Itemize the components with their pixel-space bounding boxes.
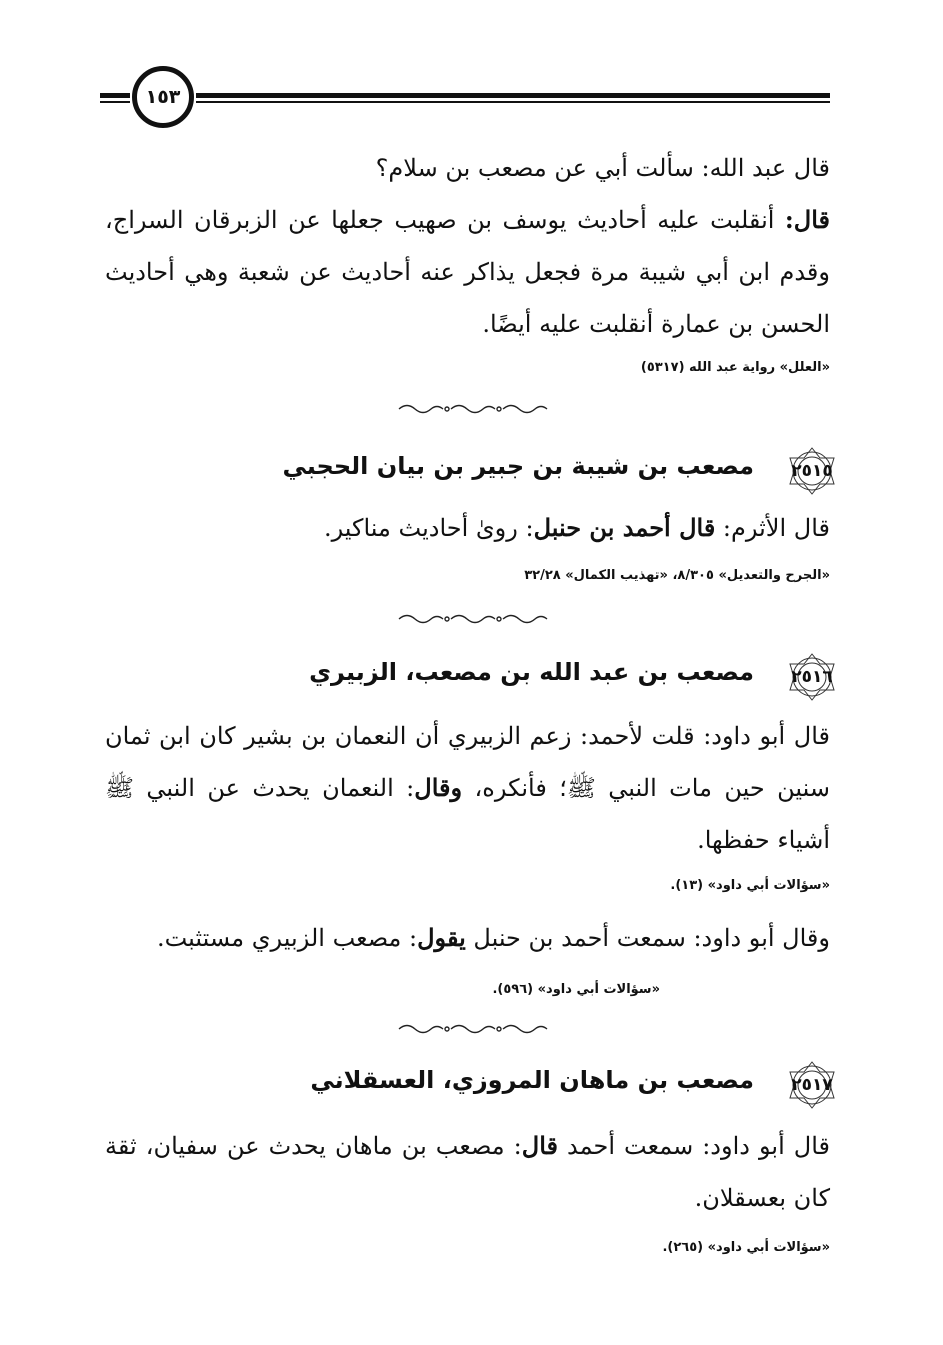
- entry-paragraph: [105, 1120, 830, 1224]
- entry-text: : روىٰ أحاديث مناكير.: [323, 514, 534, 542]
- section-divider-ornament: [395, 402, 555, 416]
- header-rule-thin: [196, 101, 830, 103]
- entry-source-text: «سؤالات أبي داود» (٥٩٦).: [492, 982, 660, 997]
- entry-title: مصعب بن عبد الله بن مصعب، الزبيري: [309, 658, 754, 686]
- entry-source-text: «سؤالات أبي داود» (١٣).: [670, 878, 830, 893]
- entry-source-text: «الجرح والتعديل» ٨/٣٠٥، «تهذيب الكمال» ٣٢/٢٨: [524, 568, 830, 583]
- entry-text: قال أبو داود: سمعت أحمد: [557, 1132, 831, 1160]
- entry-source: [100, 982, 660, 997]
- entry-paragraph: [105, 912, 830, 964]
- intro-question: [105, 142, 830, 194]
- entry-text: : مصعب بن ماهان يحدث عن سفيان، ثقة كان بعسقلان.: [105, 1132, 830, 1212]
- entry-text: وقال أبو داود: سمعت أحمد بن حنبل: [465, 924, 830, 952]
- entry-number: ٢٥١٧: [791, 1075, 833, 1095]
- entry-number-badge: [784, 652, 840, 702]
- entry-source: [105, 878, 830, 893]
- entry-source: [105, 568, 830, 583]
- entry-source: [105, 1240, 830, 1255]
- page-header: [100, 66, 830, 136]
- entry-number-badge: [784, 1060, 840, 1110]
- section-divider-ornament: [395, 612, 555, 626]
- intro-answer-text: أنقلبت عليه أحاديث يوسف بن صهيب جعلها عن الزبرقان السراج، وقدم ابن أبي شيبة مرة فجعل يذاكر عنه أحاديث عن شعبة وهي أحاديث الحسن بن عمارة أنقلبت عليه أيضًا.: [105, 206, 830, 338]
- entry-heading: [200, 1060, 840, 1110]
- entry-text-bold: قال: [521, 1131, 558, 1160]
- entry-paragraph: [105, 502, 830, 554]
- entry-text: قال الأثرم:: [715, 514, 830, 542]
- entry-heading: [200, 446, 840, 496]
- entry-text-bold: يقول: [417, 923, 466, 952]
- entry-number: ٢٥١٥: [791, 461, 833, 481]
- entry-number-badge: [784, 446, 840, 496]
- intro-question-text: قال عبد الله: سألت أبي عن مصعب بن سلام؟: [375, 154, 830, 182]
- section-divider-ornament: [395, 1022, 555, 1036]
- entry-title: مصعب بن شيبة بن جبير بن بيان الحجبي: [282, 452, 754, 480]
- intro-source: [105, 360, 830, 375]
- entry-number: ٢٥١٦: [791, 667, 833, 687]
- entry-source-text: «سؤالات أبي داود» (٢٦٥).: [662, 1240, 830, 1255]
- entry-text: : مصعب الزبيري مستثبت.: [156, 924, 418, 952]
- entry-paragraph: [105, 710, 830, 866]
- page-number-circle: [132, 66, 194, 128]
- entry-text: قال أبو داود: قلت لأحمد: زعم الزبيري أن النعمان بن بشير كان ابن ثمان سنين حين مات النبي ﷺ؛ فأنكره،: [105, 722, 830, 802]
- intro-answer-lead: قال:: [784, 205, 830, 234]
- entry-text: : النعمان يحدث عن النبي ﷺ أشياء حفظها.: [105, 774, 830, 854]
- page-number: ١٥٣: [145, 86, 181, 108]
- entry-title: مصعب بن ماهان المروزي، العسقلاني: [310, 1066, 754, 1094]
- intro-source-text: «العلل» رواية عبد الله (٥٣١٧): [640, 360, 830, 375]
- entry-heading: [200, 652, 840, 702]
- entry-text-bold: قال أحمد بن حنبل: [533, 513, 716, 542]
- header-rule-left: [100, 93, 130, 98]
- intro-answer: [105, 194, 830, 350]
- header-rule-left-thin: [100, 101, 130, 103]
- entry-text-bold: وقال: [414, 773, 463, 802]
- header-rule: [196, 93, 830, 98]
